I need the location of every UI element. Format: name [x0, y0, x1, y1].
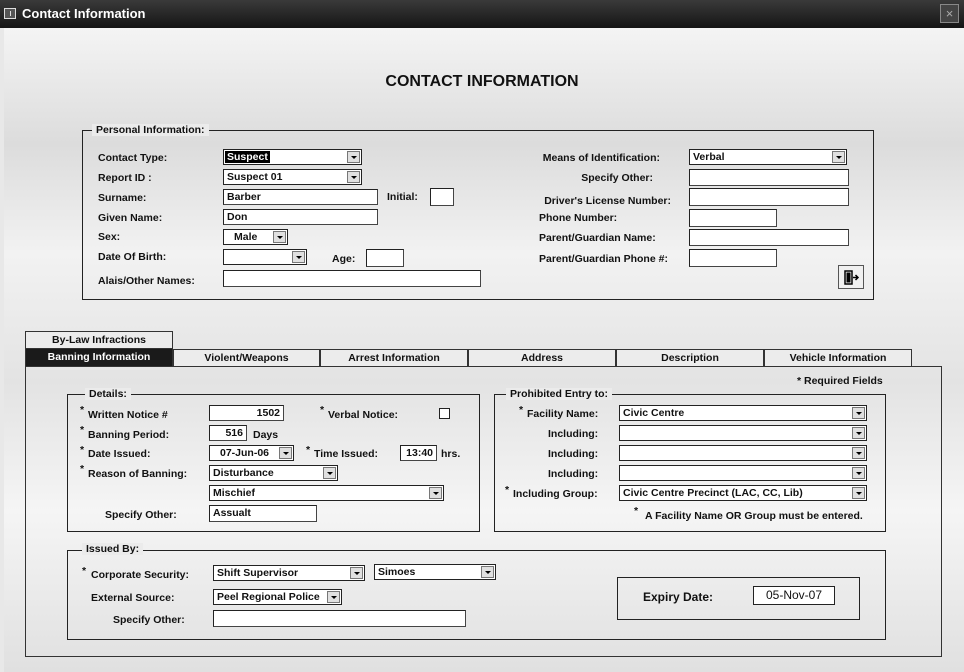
required-marker: * [306, 444, 311, 456]
required-marker: * [320, 404, 325, 416]
required-marker: * [82, 565, 87, 577]
including-label-2: Including: [548, 448, 599, 460]
time-unit: hrs. [441, 448, 461, 460]
including-group-value: Civic Centre Precinct (LAC, CC, Lib) [623, 487, 803, 499]
means-id-label: Means of Identification: [542, 152, 660, 164]
corporate-security-label: Corporate Security: [91, 569, 190, 581]
given-name-field[interactable]: Don [223, 209, 378, 225]
chevron-down-icon[interactable] [852, 487, 865, 499]
reason-secondary-select[interactable] [209, 485, 444, 501]
required-marker: * [80, 404, 85, 416]
verbal-notice-label: Verbal Notice: [328, 409, 399, 421]
report-id-value: Suspect 01 [227, 171, 283, 183]
facility-name-select[interactable] [619, 405, 867, 421]
prohibited-entry-legend: Prohibited Entry to: [506, 388, 612, 400]
tab-arrest-information[interactable]: Arrest Information [320, 349, 468, 367]
specify-other-id-label: Specify Other: [581, 172, 653, 184]
drivers-license-label: Driver's License Number: [544, 195, 671, 207]
date-issued-value: 07-Jun-06 [220, 447, 270, 459]
date-issued-select[interactable] [209, 445, 294, 461]
phone-number-field[interactable] [689, 209, 777, 227]
exit-button[interactable] [838, 265, 864, 289]
time-issued-label: Time Issued: [314, 448, 378, 460]
sex-value: Male [234, 231, 258, 243]
alias-field[interactable] [223, 270, 481, 287]
window-titlebar [0, 0, 964, 28]
including-group-label: Including Group: [513, 488, 598, 500]
chevron-down-icon[interactable] [852, 447, 865, 459]
dob-label: Date Of Birth: [98, 251, 167, 263]
specify-other-source-label: Specify Other: [113, 614, 185, 626]
personal-information-legend: Personal Information: [92, 124, 209, 136]
initial-label: Initial: [387, 191, 418, 203]
dob-select[interactable] [223, 249, 307, 265]
corporate-security-select[interactable] [213, 565, 365, 581]
page-title: CONTACT INFORMATION [385, 73, 579, 90]
time-issued-field[interactable]: 13:40 [400, 445, 437, 461]
surname-field[interactable]: Barber [223, 189, 378, 205]
expiry-date-label: Expiry Date: [643, 590, 714, 604]
including-select-2[interactable] [619, 445, 867, 461]
means-id-value: Verbal [693, 151, 725, 163]
contact-type-label: Contact Type: [98, 152, 168, 164]
alias-label: Alais/Other Names: [98, 275, 195, 287]
contact-type-value: Suspect [227, 151, 268, 163]
including-label-1: Including: [548, 428, 599, 440]
reason-secondary-value: Mischief [213, 487, 256, 499]
external-source-label: External Source: [91, 592, 175, 604]
chevron-down-icon[interactable] [350, 567, 363, 579]
external-source-select[interactable] [213, 589, 342, 605]
tab-vehicle-information[interactable]: Vehicle Information [764, 349, 912, 367]
phone-number-label: Phone Number: [539, 212, 618, 224]
tab-by-law-infractions[interactable]: By-Law Infractions [25, 331, 173, 349]
banning-period-unit: Days [253, 429, 279, 441]
close-icon[interactable]: × [940, 4, 959, 23]
chevron-down-icon[interactable] [832, 151, 845, 163]
written-notice-label: Written Notice # [88, 409, 168, 421]
required-marker: * [505, 484, 510, 496]
contact-type-select[interactable] [223, 149, 362, 165]
facility-group-note: A Facility Name OR Group must be entered. [645, 510, 863, 522]
including-label-3: Including: [548, 468, 599, 480]
facility-name-label: Facility Name: [527, 408, 599, 420]
age-label: Age: [332, 253, 356, 265]
report-id-select[interactable] [223, 169, 362, 185]
reason-label: Reason of Banning: [88, 468, 188, 480]
required-marker: * [80, 463, 85, 475]
reason-value: Disturbance [213, 467, 274, 479]
chevron-down-icon[interactable] [323, 467, 336, 479]
external-source-value: Peel Regional Police [217, 591, 320, 603]
drivers-license-field[interactable] [689, 188, 849, 206]
guardian-name-label: Parent/Guardian Name: [539, 232, 656, 244]
guardian-name-field[interactable] [689, 229, 849, 246]
chevron-down-icon[interactable] [347, 151, 360, 163]
issued-by-legend: Issued By: [82, 543, 143, 555]
age-field[interactable] [366, 249, 404, 267]
chevron-down-icon[interactable] [852, 467, 865, 479]
corporate-security-value: Shift Supervisor [217, 567, 299, 579]
chevron-down-icon[interactable] [429, 487, 442, 499]
sex-label: Sex: [98, 231, 121, 243]
including-group-select[interactable] [619, 485, 867, 501]
including-select-3[interactable] [619, 465, 867, 481]
date-issued-label: Date Issued: [88, 448, 151, 460]
sex-select[interactable] [223, 229, 288, 245]
banning-period-field[interactable]: 516 [209, 425, 247, 441]
banning-period-label: Banning Period: [88, 429, 170, 441]
tab-violent-weapons[interactable]: Violent/Weapons [173, 349, 320, 367]
chevron-down-icon[interactable] [852, 407, 865, 419]
expiry-date-field[interactable]: 05-Nov-07 [753, 586, 835, 605]
reason-select[interactable] [209, 465, 338, 481]
guardian-phone-label: Parent/Guardian Phone #: [539, 253, 668, 265]
chevron-down-icon[interactable] [852, 427, 865, 439]
chevron-down-icon[interactable] [481, 566, 494, 578]
specify-other-source-field[interactable] [213, 610, 466, 627]
initial-field[interactable] [430, 188, 454, 206]
required-fields-note: * Required Fields [797, 375, 883, 387]
chevron-down-icon[interactable] [279, 447, 292, 459]
details-legend: Details: [85, 388, 131, 400]
including-select-1[interactable] [619, 425, 867, 441]
tab-address[interactable]: Address [468, 349, 616, 367]
officer-select[interactable] [374, 564, 496, 580]
given-name-label: Given Name: [98, 212, 163, 224]
tab-description[interactable]: Description [616, 349, 764, 367]
report-id-label: Report ID : [98, 172, 152, 184]
chevron-down-icon[interactable] [327, 591, 340, 603]
specify-other-id-field[interactable] [689, 169, 849, 186]
required-marker: * [80, 444, 85, 456]
verbal-notice-checkbox[interactable] [439, 408, 450, 419]
chevron-down-icon[interactable] [347, 171, 360, 183]
app-form-icon [4, 8, 16, 19]
facility-name-value: Civic Centre [623, 407, 685, 419]
surname-label: Surname: [98, 192, 147, 204]
required-marker: * [519, 404, 524, 416]
chevron-down-icon[interactable] [273, 231, 286, 243]
exit-door-icon [844, 270, 860, 285]
required-marker: * [634, 505, 639, 517]
required-marker: * [80, 424, 85, 436]
specify-other-ban-field[interactable]: Assualt [209, 505, 317, 522]
tab-banning-information[interactable]: Banning Information [25, 348, 173, 366]
officer-value: Simoes [378, 566, 416, 578]
guardian-phone-field[interactable] [689, 249, 777, 267]
means-id-select[interactable] [689, 149, 847, 165]
window-title: Contact Information [22, 6, 146, 21]
chevron-down-icon[interactable] [292, 251, 305, 263]
specify-other-ban-label: Specify Other: [105, 509, 177, 521]
written-notice-field[interactable]: 1502 [209, 405, 284, 421]
